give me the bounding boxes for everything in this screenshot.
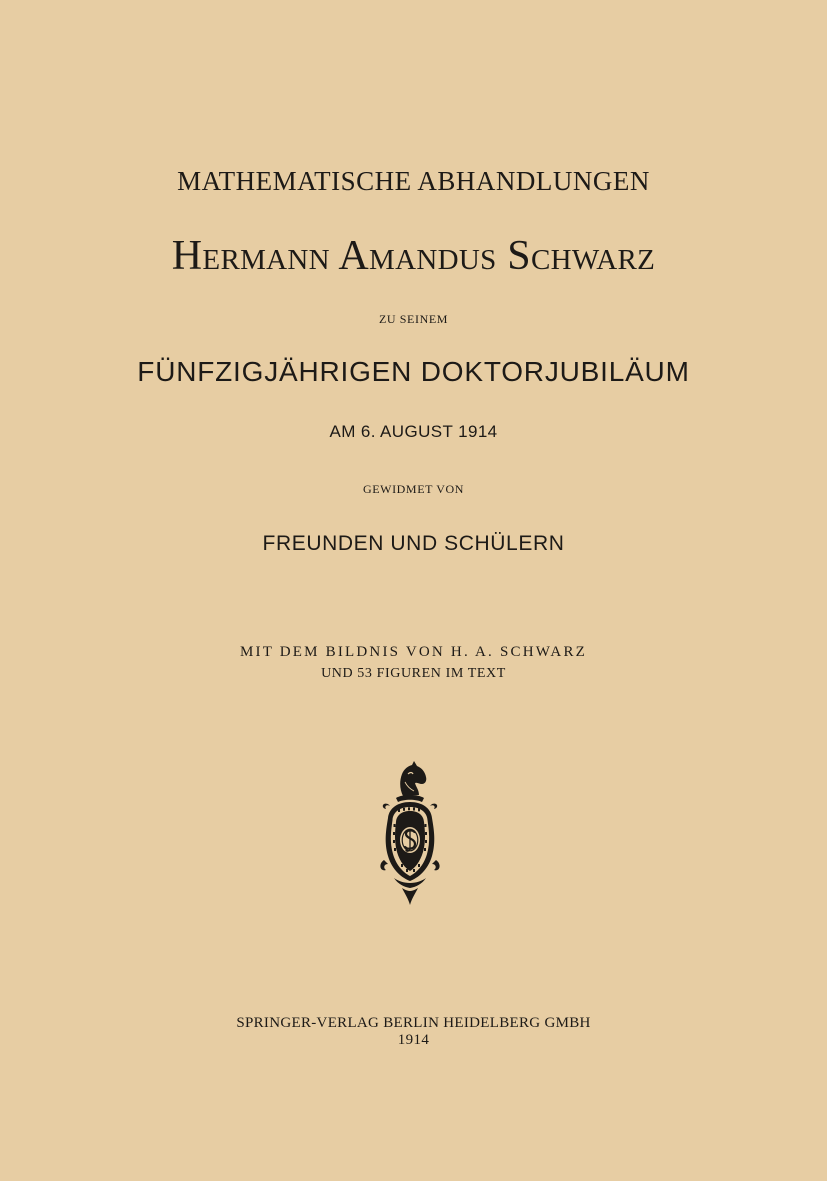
series-title: MATHEMATISCHE ABHANDLUNGEN — [177, 166, 650, 196]
contributors-line: FREUNDEN UND SCHÜLERN — [262, 532, 565, 555]
dedication-intro: ZU SEINEM — [378, 312, 449, 326]
jubilee-date: AM 6. AUGUST 1914 — [329, 422, 498, 441]
publication-year: 1914 — [397, 1032, 430, 1048]
publisher-name: SPRINGER-VERLAG BERLIN HEIDELBERG GMBH — [236, 1015, 591, 1031]
dedicated-by-label: GEWIDMET VON — [362, 482, 465, 496]
portrait-note: MIT DEM BILDNIS VON H. A. SCHWARZ — [239, 644, 588, 660]
figures-note: UND 53 FIGUREN IM TEXT — [321, 666, 506, 681]
jubilee-title: FÜNFZIGJÄHRIGEN DOKTORJUBILÄUM — [137, 356, 690, 387]
springer-knight-emblem-icon — [372, 760, 448, 906]
author-name: Hermann Amandus Schwarz — [171, 233, 656, 279]
